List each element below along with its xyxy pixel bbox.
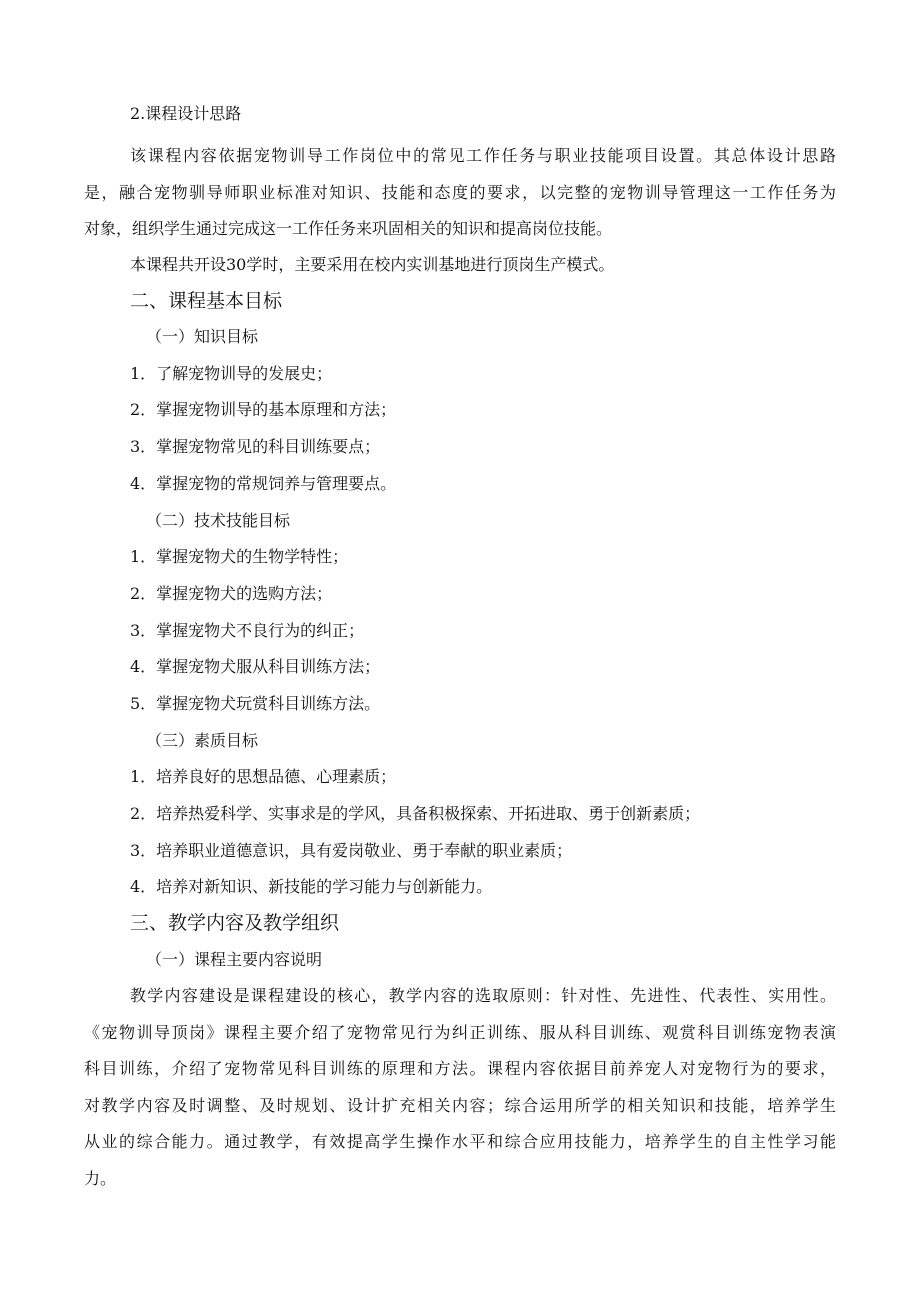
section-heading-content: 三、教学内容及教学组织 [130, 912, 340, 934]
skill-goal-item: 1．掌握宠物犬的生物学特性； [130, 547, 349, 566]
paragraph-line: 科目训练，介绍了宠物常见科目训练的原理和方法。课程内容依据目前养宠人对宠物行为的要求， [84, 1059, 836, 1078]
knowledge-goal-item: 1．了解宠物训导的发展史； [130, 364, 333, 383]
knowledge-goals-title: （一）知识目标 [146, 327, 259, 346]
paragraph-line: 教学内容建设是课程建设的核心，教学内容的选取原则：针对性、先进性、代表性、实用性。 [130, 986, 836, 1005]
paragraph-line: 力。 [84, 1168, 117, 1188]
paragraph-line: 《宠物训导顶岗》课程主要介绍了宠物常见行为纠正训练、服从科目训练、观赏科目训练宠物表演 [84, 1022, 836, 1042]
knowledge-goal-item: 4．掌握宠物的常规饲养与管理要点。 [130, 474, 397, 493]
content-subheading: （一）课程主要内容说明 [146, 950, 323, 969]
skill-goal-item: 2．掌握宠物犬的选购方法； [130, 584, 333, 603]
skill-goal-item: 3．掌握宠物犬不良行为的纠正； [130, 621, 365, 640]
knowledge-goal-item: 3．掌握宠物常见的科目训练要点； [130, 437, 381, 456]
paragraph-line: 从业的综合能力。通过教学，有效提高学生操作水平和综合应用技能力，培养学生的自主性学习能 [84, 1132, 836, 1151]
section-heading-goals: 二、课程基本目标 [130, 290, 283, 312]
paragraph-line: 是，融合宠物驯导师职业标准对知识、技能和态度的要求，以完整的宠物训导管理这一工作任务为 [84, 182, 836, 202]
content-paragraph [84, 978, 836, 1197]
paragraph-line: 该课程内容依据宠物训导工作岗位中的常见工作任务与职业技能项目设置。其总体设计思路 [130, 146, 836, 165]
skill-goal-item: 5．掌握宠物犬玩赏科目训练方法。 [130, 694, 381, 713]
paragraph-line: 对象，组织学生通过完成这一工作任务来巩固相关的知识和提高岗位技能。 [84, 219, 613, 238]
quality-goals-title: （三）素质目标 [146, 731, 259, 750]
course-hours-paragraph: 本课程共开设30学时，主要采用在校内实训基地进行顶岗生产模式。 [130, 255, 615, 274]
skill-goal-item: 4．掌握宠物犬服从科目训练方法； [130, 657, 381, 676]
quality-goal-item: 3．培养职业道德意识，具有爱岗敬业、勇于奉献的职业素质； [130, 841, 573, 860]
course-design-heading: 2.课程设计思路 [130, 104, 242, 123]
knowledge-goal-item: 2．掌握宠物训导的基本原理和方法； [130, 400, 397, 419]
course-design-paragraph [84, 138, 836, 248]
paragraph-line: 对教学内容及时调整、及时规划、设计扩充相关内容；综合运用所学的相关知识和技能，培养学生 [84, 1095, 836, 1115]
quality-goal-item: 4．培养对新知识、新技能的学习能力与创新能力。 [130, 877, 493, 896]
quality-goal-item: 1．培养良好的思想品德、心理素质； [130, 767, 397, 786]
skill-goals-title: （二）技术技能目标 [146, 511, 291, 530]
quality-goal-item: 2．培养热爱科学、实事求是的学风，具备积极探索、开拓进取、勇于创新素质； [130, 804, 701, 823]
